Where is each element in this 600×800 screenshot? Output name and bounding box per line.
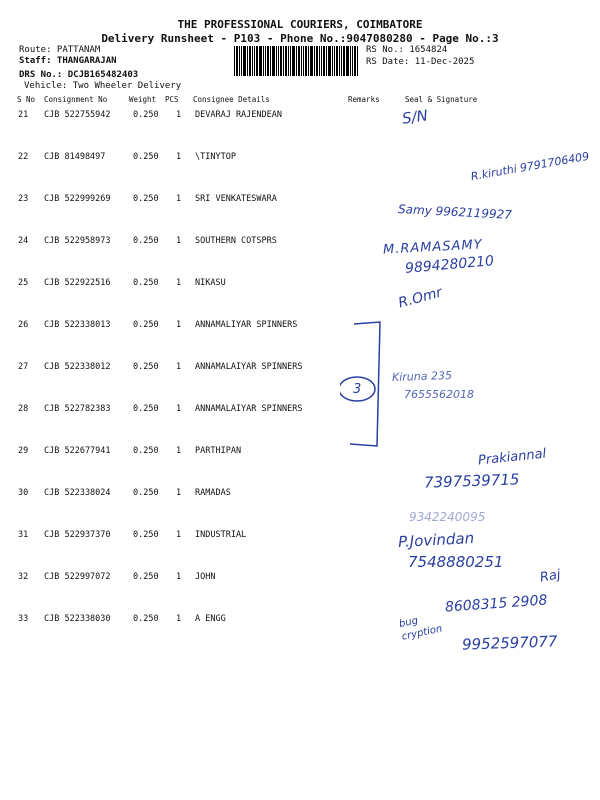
row-weight: 0.250 xyxy=(133,530,159,540)
barcode-bar xyxy=(263,46,264,76)
row-pcs: 1 xyxy=(176,278,182,288)
row-weight: 0.250 xyxy=(133,362,159,372)
barcode-bar xyxy=(270,46,271,76)
row-weight: 0.250 xyxy=(133,404,159,414)
row-consignee: SRI VENKATESWARA xyxy=(195,194,277,204)
column-header-weight: Weight xyxy=(129,95,157,104)
row-consignee: ANNAMALAIYAR SPINNERS xyxy=(195,404,303,414)
barcode-bar xyxy=(256,46,258,76)
row-consignment: CJB 81498497 xyxy=(44,152,106,162)
row-weight: 0.250 xyxy=(133,236,159,246)
handwritten-signature: M.RAMASAMY xyxy=(382,237,484,258)
column-header-remarks: Remarks xyxy=(348,95,380,104)
barcode-bar xyxy=(346,46,349,76)
barcode-bar xyxy=(343,46,345,76)
row-consignee: PARTHIPAN xyxy=(195,446,242,456)
row-weight: 0.250 xyxy=(133,110,159,120)
row-sno: 27 xyxy=(18,362,29,372)
barcode-bar xyxy=(272,46,275,76)
barcode-bar xyxy=(249,46,251,76)
row-pcs: 1 xyxy=(176,194,182,204)
table-row xyxy=(0,110,600,152)
table-row xyxy=(0,320,600,362)
table-row xyxy=(0,488,600,530)
row-consignment: CJB 522782383 xyxy=(44,404,111,414)
column-header-consignee: Consignee Details xyxy=(193,95,270,104)
barcode-bar xyxy=(339,46,340,76)
column-header-seal: Seal & Signature xyxy=(405,95,478,104)
row-sno: 32 xyxy=(18,572,29,582)
barcode-bar xyxy=(285,46,287,76)
barcode-bar xyxy=(290,46,291,76)
row-pcs: 1 xyxy=(176,572,182,582)
barcode-bar xyxy=(243,46,246,76)
row-consignee: DEVARAJ RAJENDEAN xyxy=(195,110,282,120)
barcode-bar xyxy=(252,46,253,76)
company-title: THE PROFESSIONAL COURIERS, COIMBATORE xyxy=(177,18,423,31)
barcode-bar xyxy=(247,46,248,76)
row-consignee: ANNAMALAIYAR SPINNERS xyxy=(195,362,303,372)
handwritten-phone: 9342240095 xyxy=(409,510,486,524)
handwritten-signature: Prakiannal xyxy=(477,446,547,469)
handwritten-signature: Raj xyxy=(538,567,562,586)
row-consignment: CJB 522999269 xyxy=(44,194,111,204)
barcode xyxy=(234,46,360,76)
barcode-bar xyxy=(305,46,307,76)
row-pcs: 1 xyxy=(176,488,182,498)
row-pcs: 1 xyxy=(176,614,182,624)
row-weight: 0.250 xyxy=(133,488,159,498)
row-consignee: RAMADAS xyxy=(195,488,231,498)
row-consignee: JOHN xyxy=(195,572,216,582)
handwritten-phone: 7397539715 xyxy=(423,470,520,492)
row-consignment: CJB 522677941 xyxy=(44,446,111,456)
barcode-bar xyxy=(296,46,297,76)
runsheet-subtitle: Delivery Runsheet - P103 - Phone No.:9047080280 - Page No.:3 xyxy=(101,32,499,45)
barcode-bar xyxy=(316,46,318,76)
barcode-bar xyxy=(234,46,235,76)
barcode-bar xyxy=(265,46,266,76)
handwritten-signature: P.Jovindan xyxy=(397,529,475,551)
barcode-bar xyxy=(241,46,242,76)
barcode-bar xyxy=(236,46,238,76)
row-sno: 29 xyxy=(18,446,29,456)
row-consignment: CJB 522937370 xyxy=(44,530,111,540)
row-sno: 28 xyxy=(18,404,29,414)
row-weight: 0.250 xyxy=(133,278,159,288)
barcode-bar xyxy=(308,46,309,76)
barcode-bar xyxy=(334,46,335,76)
barcode-bar xyxy=(298,46,300,76)
table-row xyxy=(0,362,600,404)
row-weight: 0.250 xyxy=(133,614,159,624)
row-consignee: A ENGG xyxy=(195,614,226,624)
handwritten-phone: 9894280210 xyxy=(404,253,495,277)
row-consignment: CJB 522338024 xyxy=(44,488,111,498)
barcode-bar xyxy=(352,46,353,76)
barcode-bar xyxy=(310,46,313,76)
row-consignment: CJB 522338030 xyxy=(44,614,111,624)
handwritten-signature: bug cryption xyxy=(398,615,444,643)
row-sno: 23 xyxy=(18,194,29,204)
row-weight: 0.250 xyxy=(133,320,159,330)
barcode-bar xyxy=(323,46,325,76)
table-row xyxy=(0,404,600,446)
row-consignee: ANNAMALIYAR SPINNERS xyxy=(195,320,298,330)
barcode-bar xyxy=(259,46,262,76)
handwritten-signature: Samy 9962119927 xyxy=(397,202,513,222)
barcode-bar xyxy=(301,46,302,76)
barcode-bar xyxy=(280,46,282,76)
handwritten-signature: R.kiruthi 9791706409 xyxy=(469,149,591,184)
row-pcs: 1 xyxy=(176,446,182,456)
row-sno: 26 xyxy=(18,320,29,330)
column-header-sno: S No xyxy=(17,95,36,104)
table-row xyxy=(0,530,600,572)
row-sno: 30 xyxy=(18,488,29,498)
column-header-pcs: PCS xyxy=(165,95,179,104)
handwritten-phone: 7548880251 xyxy=(408,553,504,571)
barcode-bar xyxy=(357,46,358,76)
row-consignment: CJB 522338012 xyxy=(44,362,111,372)
rs-date: RS Date: 11-Dec-2025 xyxy=(366,57,475,67)
rs-number: RS No.: 1654824 xyxy=(366,45,448,55)
barcode-bar xyxy=(303,46,304,76)
row-sno: 25 xyxy=(18,278,29,288)
row-pcs: 1 xyxy=(176,530,182,540)
row-pcs: 1 xyxy=(176,404,182,414)
barcode-bar xyxy=(336,46,338,76)
barcode-bar xyxy=(283,46,284,76)
handwritten-signature: S/N xyxy=(400,106,429,128)
drs-number: DRS No.: DCJB165482403 xyxy=(19,70,139,80)
barcode-bar xyxy=(354,46,356,76)
row-sno: 24 xyxy=(18,236,29,246)
handwritten-phone: 7655562018 xyxy=(404,388,474,401)
row-weight: 0.250 xyxy=(133,152,159,162)
row-sno: 33 xyxy=(18,614,29,624)
row-consignment: CJB 522338013 xyxy=(44,320,111,330)
table-row xyxy=(0,278,600,320)
row-sno: 21 xyxy=(18,110,29,120)
row-consignee: INDUSTRIAL xyxy=(195,530,247,540)
barcode-bar xyxy=(328,46,331,76)
barcode-bar xyxy=(332,46,333,76)
handwritten-count: 3 xyxy=(353,382,362,397)
row-sno: 22 xyxy=(18,152,29,162)
handwritten-signature: R.Omr xyxy=(396,284,444,312)
row-pcs: 1 xyxy=(176,236,182,246)
row-consignment: CJB 522755942 xyxy=(44,110,111,120)
barcode-bar xyxy=(278,46,279,76)
row-pcs: 1 xyxy=(176,320,182,330)
barcode-bar xyxy=(319,46,320,76)
barcode-bar xyxy=(276,46,277,76)
barcode-bar xyxy=(321,46,322,76)
vehicle-label: Vehicle: Two Wheeler Delivery xyxy=(24,81,182,91)
row-weight: 0.250 xyxy=(133,446,159,456)
row-pcs: 1 xyxy=(176,110,182,120)
barcode-bar xyxy=(292,46,295,76)
barcode-bar xyxy=(288,46,289,76)
row-consignee: \TINYTOP xyxy=(195,152,236,162)
table-row xyxy=(0,236,600,278)
row-consignment: CJB 522997072 xyxy=(44,572,111,582)
handwritten-phone: 9952597077 xyxy=(461,632,558,654)
row-consignment: CJB 522958973 xyxy=(44,236,111,246)
row-consignee: SOUTHERN COTSPRS xyxy=(195,236,277,246)
barcode-bar xyxy=(254,46,255,76)
barcode-bar xyxy=(326,46,327,76)
row-sno: 31 xyxy=(18,530,29,540)
handwritten-signature: Kiruna 235 xyxy=(391,368,453,385)
row-pcs: 1 xyxy=(176,362,182,372)
barcode-bar xyxy=(314,46,315,76)
barcode-bar xyxy=(267,46,269,76)
bracket-mark xyxy=(340,318,390,450)
row-weight: 0.250 xyxy=(133,572,159,582)
barcode-bar xyxy=(239,46,240,76)
row-consignment: CJB 522922516 xyxy=(44,278,111,288)
row-weight: 0.250 xyxy=(133,194,159,204)
column-header-consignment: Consignment No xyxy=(44,95,108,104)
handwritten-phone: 8608315 2908 xyxy=(444,592,548,616)
row-pcs: 1 xyxy=(176,152,182,162)
barcode-bar xyxy=(341,46,342,76)
barcode-bar xyxy=(350,46,351,76)
staff-label: Staff: THANGARAJAN xyxy=(19,56,117,66)
route-label: Route: PATTANAM xyxy=(19,45,101,55)
row-consignee: NIKASU xyxy=(195,278,226,288)
